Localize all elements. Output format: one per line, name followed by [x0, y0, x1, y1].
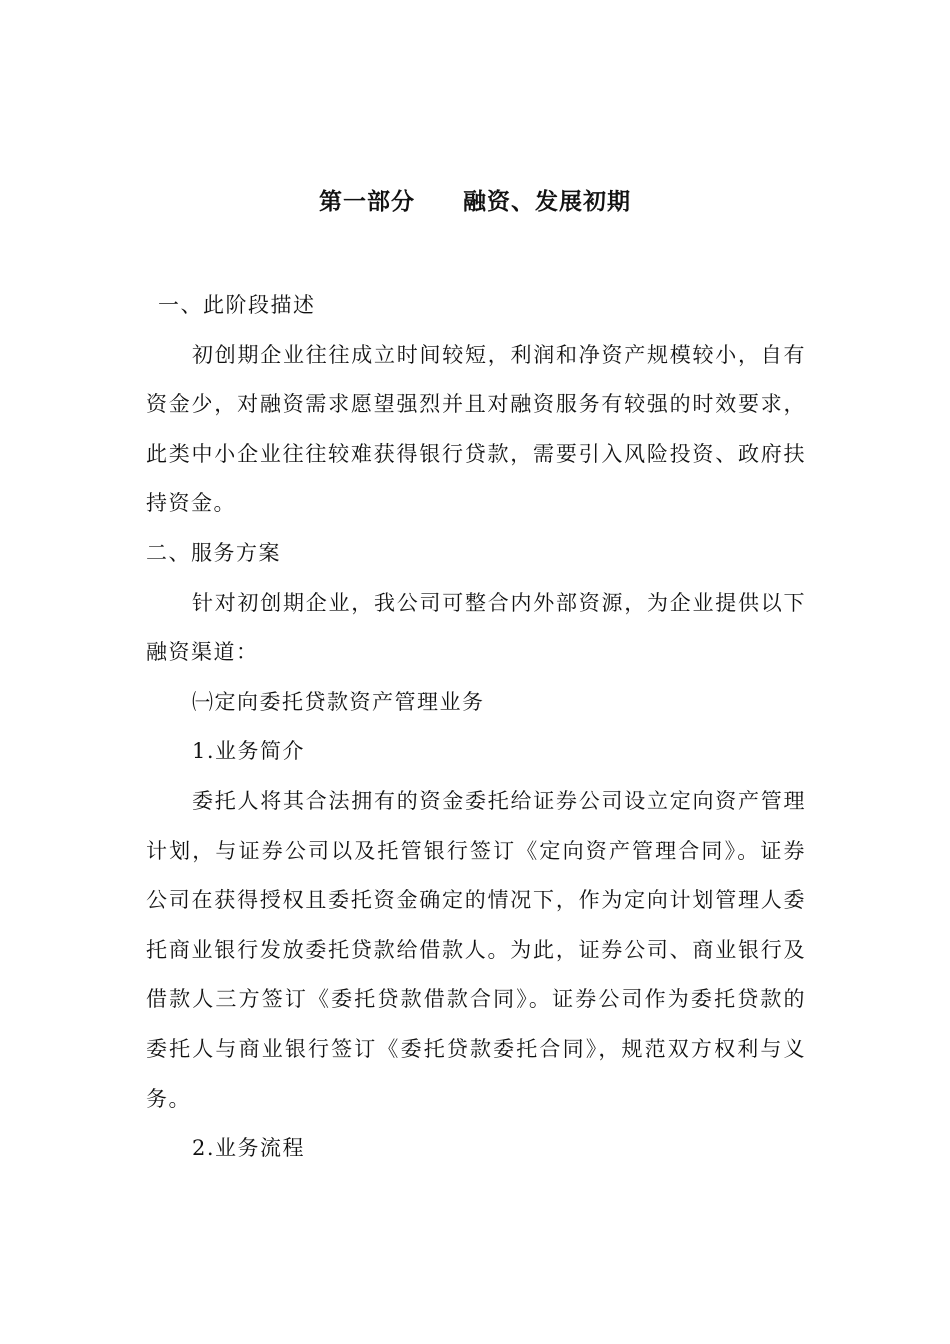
section-2-body: 针对初创期企业，我公司可整合内外部资源，为企业提供以下融资渠道： [146, 590, 806, 665]
item-1-body: 委托人将其合法拥有的资金委托给证券公司设立定向资产管理计划，与证券公司以及托管银行签订《定向资产管理合同》。证券公司在获得授权且委托资金确定的情况下，作为定向计划管理人委托商业银行发放委托贷款给借款人。为此，证券公司、商业银行及借款人三方签订《委托贷款借款合同》。证券公司作为委托贷款的委托人与商业银行签订《委托贷款委托合同》，规范双方权利与义务。 [146, 788, 806, 1111]
section-1-body: 初创期企业往往成立时间较短，利润和净资产规模较小，自有资金少，对融资需求愿望强烈并且对融资服务有较强的时效要求，此类中小企业往往较难获得银行贷款，需要引入风险投资、政府扶持资金。 [146, 342, 806, 516]
item-2-heading: 2.业务流程 [192, 1136, 306, 1161]
document-body [146, 281, 806, 1174]
section-1-heading: 一、此阶段描述 [158, 293, 316, 317]
section-2-heading: 二、服务方案 [146, 540, 281, 565]
title-main-label: 融资、发展初期 [463, 189, 631, 215]
page-title [0, 182, 950, 222]
title-part-label: 第一部分 [319, 189, 415, 215]
subsection-1-heading: ㈠定向委托贷款资产管理业务 [192, 689, 485, 714]
item-1-heading: 1.业务简介 [192, 739, 306, 764]
